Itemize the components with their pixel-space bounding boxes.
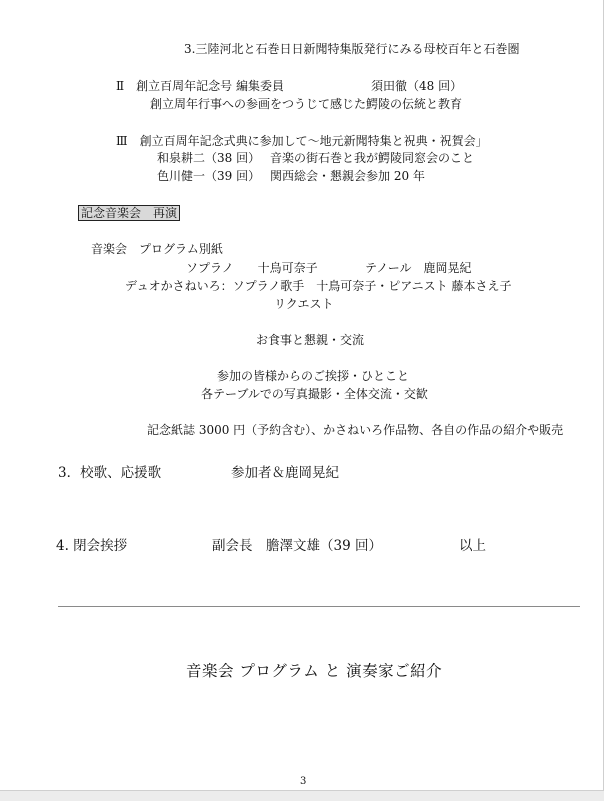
program-heading: 音楽会 プログラム と 演奏家ご紹介 bbox=[186, 662, 443, 680]
concert-duo: デュオかさねいろ：ソプラノ歌手 十鳥可奈子・ピアニスト 藤本さえ子 bbox=[125, 279, 512, 293]
viewer-bottom-bar bbox=[0, 791, 604, 801]
agenda-item4-label: 4. 閉会挨拶 bbox=[56, 538, 128, 554]
event-photos: 各テーブルでの写真撮影・全体交流・交歓 bbox=[201, 387, 428, 401]
page-number: 3 bbox=[300, 776, 307, 787]
agenda-item4-who: 副会長 膽澤文雄（39 回） bbox=[212, 538, 382, 554]
agenda-item3-who: 参加者＆鹿岡晃紀 bbox=[231, 465, 339, 481]
section3-line2-topic: 関西総会・懇親会参加 20 年 bbox=[270, 169, 425, 183]
event-greetings: 参加の皆様からのご挨拶・ひとこと bbox=[217, 369, 410, 383]
agenda-item3-label: 3．校歌、応援歌 bbox=[58, 465, 162, 481]
concert-program-line: 音楽会 プログラム別紙 bbox=[91, 242, 223, 256]
concert-tenor: テノール 鹿岡晃紀 bbox=[365, 261, 472, 275]
section3-line2-name: 色川健一（39 回） bbox=[157, 169, 261, 183]
section3-line1-topic: 音楽の街石巻と我が鰐陵同窓会のこと bbox=[270, 151, 475, 165]
section2-person: 須田徹（48 回） bbox=[371, 79, 463, 93]
item3-title: 3.三陸河北と石巻日日新聞特集版発行にみる母校百年と石巻圏 bbox=[184, 42, 520, 56]
section2-subtitle: 創立周年行事への参画をつうじて感じた鰐陵の伝統と教育 bbox=[150, 97, 463, 111]
agenda-item4-end: 以上 bbox=[459, 538, 486, 554]
concert-soprano: ソプラノ 十烏可奈子 bbox=[186, 261, 318, 275]
section2-heading: Ⅱ 創立百周年記念号 編集委員 bbox=[116, 79, 284, 93]
event-meal: お食事と懇親・交流 bbox=[256, 333, 365, 347]
concert-label: 記念音楽会 再演 bbox=[78, 205, 180, 221]
horizontal-rule bbox=[58, 606, 580, 607]
event-magazine: 記念紙誌 3000 円（予約含む）、かさねいろ作品物、各自の作品の紹介や販売 bbox=[147, 423, 564, 437]
concert-request: リクエスト bbox=[274, 297, 334, 311]
section3-heading: Ⅲ 創立百周年記念式典に参加して～地元新聞特集と祝典・祝賀会」 bbox=[116, 134, 488, 148]
section3-line1-name: 和泉耕二（38 回） bbox=[157, 151, 261, 165]
